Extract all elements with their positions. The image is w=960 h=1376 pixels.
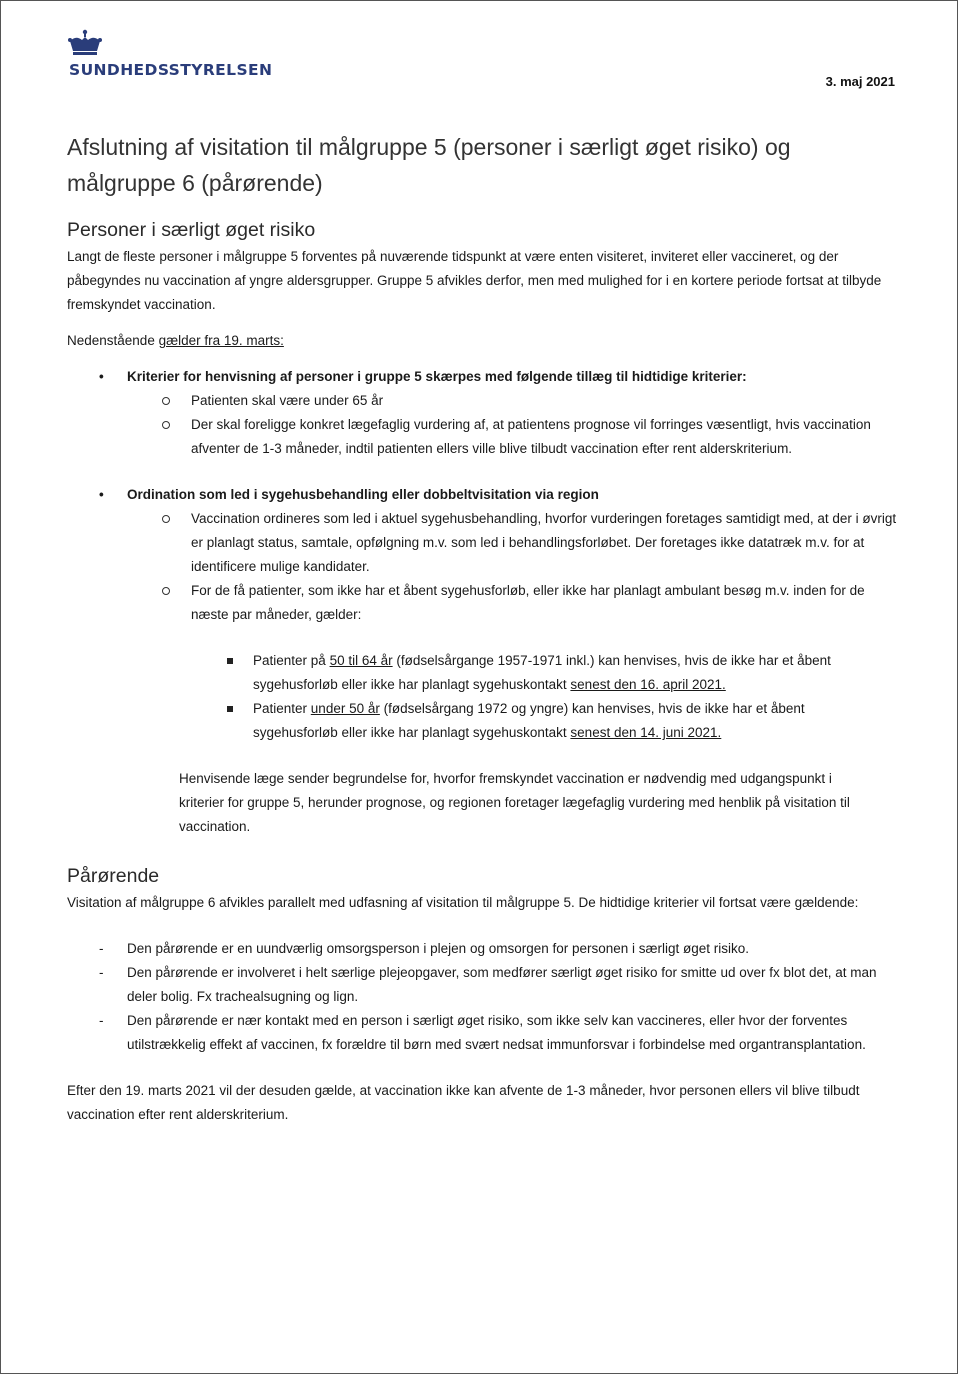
list-item: - Den pårørende er en uundværlig omsorgsperson i plejen og omsorgen for personen i særligt øget risiko. — [67, 937, 897, 961]
applies-from-line — [67, 329, 897, 353]
dash-bullet-icon: - — [99, 1013, 104, 1028]
list-item: Patienter under 50 år (fødselsårgang 1972 og yngre) kan henvises, hvis de ikke har et åbent sygehusforløb eller ikke har planlagt sygehuskontakt senest den 14. juni 2021. — [67, 697, 897, 745]
square-bullet-icon — [227, 658, 233, 664]
list-item: Der skal foreligge konkret lægefaglig vurdering af, at patientens prognose vil forringes væsentligt, hvis vaccination afventer de 1-3 måneder, indtil patienten ellers ville blive tilbudt vaccination efter rent alderskriterium. — [67, 413, 897, 461]
applies-date: gælder fra 19. marts: — [158, 333, 284, 348]
crown-icon — [67, 29, 103, 63]
age-group-list — [67, 649, 897, 745]
section-heading-risk: Personer i særligt øget risiko — [67, 219, 316, 241]
bullet-icon: • — [99, 487, 104, 502]
dash-bullet-icon: - — [99, 941, 104, 956]
list-item: - Den pårørende er nær kontakt med en person i særligt øget risiko, som ikke selv kan vaccineres, eller hvor der forventes utilstrækkelig effekt af vaccinen, fx forældre til børn med svært nedsat immunforsvar i forbindelse med organtransplantation. — [67, 1009, 897, 1057]
document-title: Afslutning af visitation til målgruppe 5 (personer i særligt øget risiko) og målgruppe 6 (pårørende) — [67, 134, 791, 196]
list-item: - Den pårørende er involveret i helt særlige plejeopgaver, som medfører særligt øget risiko for smitte ud over fx blot det, at man deler bolig. Fx trachealsugning og lign. — [67, 961, 897, 1009]
list-item: • Ordination som led i sygehusbehandling eller dobbeltvisitation via region — [67, 483, 897, 507]
list-item: • Kriterier for henvisning af personer i gruppe 5 skærpes med følgende tillæg til hidtidige kriterier: — [67, 365, 897, 389]
bullet-icon: • — [99, 369, 104, 384]
dash-bullet-icon: - — [99, 965, 104, 980]
referral-note: Henvisende læge sender begrundelse for, hvorfor fremskyndet vaccination er nødvendig med udgangspunkt i kriterier for gruppe 5, herunder prognose, og regionen foretager lægefaglig vurdering med henblik på visitation til vaccination. — [179, 771, 850, 834]
document-date: 3. maj 2021 — [825, 74, 895, 89]
document-body — [67, 215, 897, 1127]
ordination-list — [67, 483, 897, 627]
list-item: For de få patienter, som ikke har et åbent sygehusforløb, eller ikke har planlagt ambulant besøg m.v. inden for de næste par måneder, gælder: — [67, 579, 897, 627]
square-bullet-icon — [227, 706, 233, 712]
circle-bullet-icon — [162, 421, 170, 429]
applies-prefix: Nedenstående — [67, 333, 159, 348]
logo — [67, 29, 273, 79]
closing-paragraph: Efter den 19. marts 2021 vil der desuden gælde, at vaccination ikke kan afvente de 1-3 måneder, hvor personen ellers vil blive tilbudt vaccination efter rent alderskriterium. — [67, 1083, 860, 1122]
criteria-list — [67, 365, 897, 461]
circle-bullet-icon — [162, 587, 170, 595]
logo-text: SUNDHEDSSTYRELSEN — [69, 61, 273, 79]
list-item: Patienter på 50 til 64 år (fødselsårgange 1957-1971 inkl.) kan henvises, hvis de ikke har et åbent sygehusforløb eller ikke har planlagt sygehuskontakt senest den 16. april 2021. — [67, 649, 897, 697]
section-intro-relatives: Visitation af målgruppe 6 afvikles parallelt med udfasning af visitation til målgruppe 5. De hidtidige kriterier vil fortsat være gældende: — [67, 895, 859, 910]
circle-bullet-icon — [162, 515, 170, 523]
section-heading-relatives: Pårørende — [67, 865, 160, 887]
relatives-criteria-list — [67, 937, 897, 1057]
list-item: Patienten skal være under 65 år — [67, 389, 897, 413]
list-item: Vaccination ordineres som led i aktuel sygehusbehandling, hvorfor vurderingen foretages samtidigt med, at der i øvrigt er planlagt status, samtale, opfølgning m.v. som led i behandlingsforløbet. Der foretages ikke datatræk m.v. for at identificere mulige kandidater. — [67, 507, 897, 579]
section-intro-risk: Langt de fleste personer i målgruppe 5 forventes på nuværende tidspunkt at være enten visiteret, inviteret eller vaccineret, og der påbegyndes nu vaccination af yngre aldersgrupper. Gruppe 5 afvikles derfor, men med mulighed for i en kortere periode fortsat at tilbyde fremskyndet vaccination. — [67, 249, 882, 312]
circle-bullet-icon — [162, 397, 170, 405]
